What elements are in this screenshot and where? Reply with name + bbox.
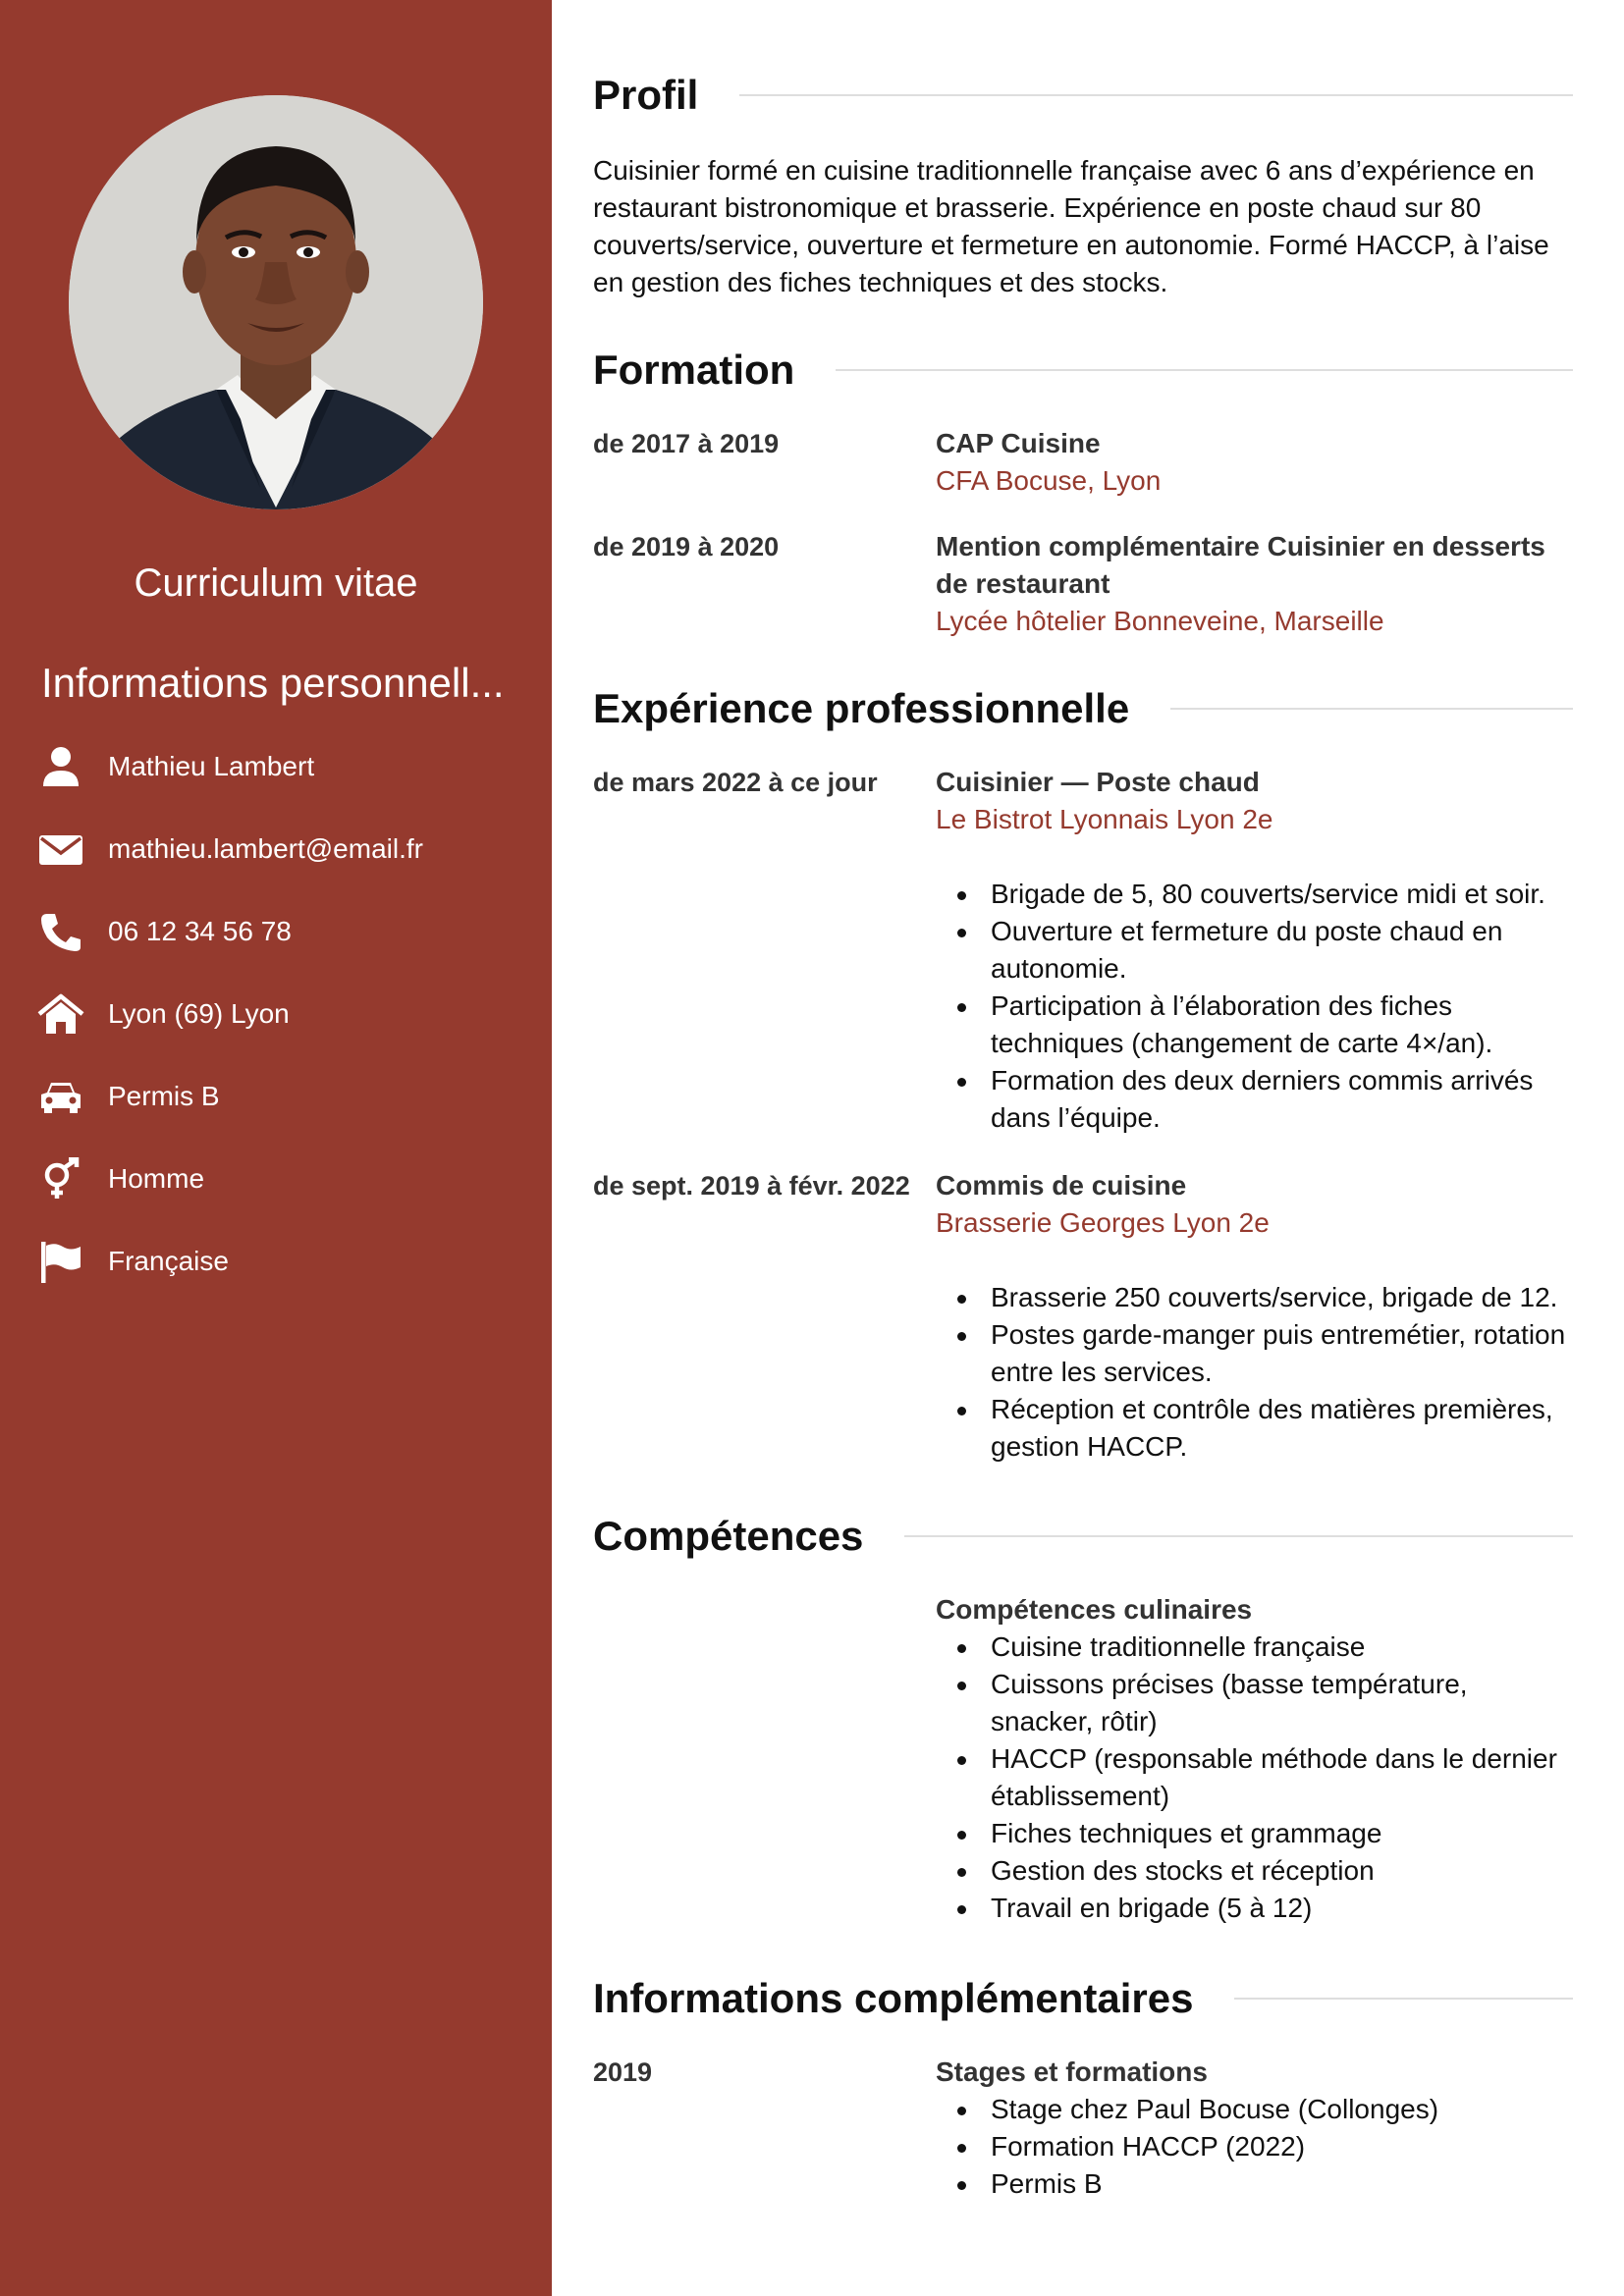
info-item-address <box>37 988 528 1038</box>
list-item: Stage chez Paul Bocuse (Collonges) <box>936 2091 1574 2128</box>
list-item: Fiches techniques et grammage <box>936 1815 1574 1852</box>
info-item-nationality <box>37 1236 528 1285</box>
list-item: Gestion des stocks et réception <box>936 1852 1574 1890</box>
competences-list <box>936 1629 1574 1927</box>
info-item-label: 06 12 34 56 78 <box>108 916 292 946</box>
experience-title: Cuisinier — Poste chaud <box>936 767 1260 797</box>
info-item-label: Mathieu Lambert <box>108 751 315 781</box>
complementaires-date: 2019 <box>593 2057 653 2087</box>
complementaires-group <box>936 2054 1574 2203</box>
section-divider <box>904 1535 1573 1537</box>
person-icon <box>37 745 84 788</box>
experience-date: de mars 2022 à ce jour <box>593 768 878 797</box>
section-divider <box>739 94 1573 96</box>
section-divider <box>836 369 1573 371</box>
list-item: Permis B <box>936 2165 1574 2203</box>
competences-group-title: Compétences culinaires <box>936 1594 1253 1625</box>
sidebar <box>0 0 552 2296</box>
section-title-formation: Formation <box>593 346 1573 395</box>
info-item-label: Homme <box>108 1163 205 1194</box>
list-item: Cuisine traditionnelle française <box>936 1629 1574 1666</box>
envelope-icon <box>37 828 84 871</box>
main-content <box>593 0 1573 2296</box>
formation-entry <box>936 425 1574 500</box>
formation-date: de 2019 à 2020 <box>593 532 780 561</box>
profile-photo <box>69 95 483 509</box>
info-item-license <box>37 1071 528 1120</box>
info-item-label: Permis B <box>108 1081 220 1111</box>
home-icon <box>37 992 84 1036</box>
phone-icon <box>37 910 84 953</box>
experience-date: de sept. 2019 à févr. 2022 <box>593 1171 910 1201</box>
list-item: Formation HACCP (2022) <box>936 2128 1574 2165</box>
profil-text: Cuisinier formé en cuisine traditionnelle française avec 6 ans d’expérience en restaurant bistronomique et brasserie. Expérience en poste chaud sur 80 couverts/service, ouverture et fermeture en autonomie. Formé HACCP, à l’aise en gestion des fiches techniques et des stocks. <box>593 155 1549 297</box>
experience-company: Brasserie Georges Lyon 2e <box>936 1207 1270 1238</box>
info-item-label: mathieu.lambert@email.fr <box>108 833 423 864</box>
section-title-profil: Profil <box>593 71 1573 120</box>
complementaires-group-title: Stages et formations <box>936 2056 1208 2087</box>
section-divider <box>1234 1998 1573 2000</box>
formation-date: de 2017 à 2019 <box>593 429 780 458</box>
experience-entry <box>936 764 1574 1137</box>
list-item: Réception et contrôle des matières premières, gestion HACCP. <box>936 1391 1574 1466</box>
formation-school: Lycée hôtelier Bonneveine, Marseille <box>936 606 1384 636</box>
list-item: Brigade de 5, 80 couverts/service midi et soir. <box>936 876 1574 913</box>
list-item: HACCP (responsable méthode dans le dernier établissement) <box>936 1740 1574 1815</box>
experience-bullets <box>936 1279 1574 1466</box>
list-item: Postes garde-manger puis entremétier, rotation entre les services. <box>936 1316 1574 1391</box>
experience-entry <box>936 1167 1574 1466</box>
experience-company: Le Bistrot Lyonnais Lyon 2e <box>936 804 1273 834</box>
info-item-email <box>37 824 528 873</box>
formation-title: Mention complémentaire Cuisinier en desserts de restaurant <box>936 531 1545 599</box>
competences-group <box>936 1591 1574 1927</box>
info-item-gender <box>37 1153 528 1202</box>
complementaires-list <box>936 2091 1574 2203</box>
experience-title: Commis de cuisine <box>936 1170 1187 1201</box>
formation-title: CAP Cuisine <box>936 428 1101 458</box>
list-item: Brasserie 250 couverts/service, brigade de 12. <box>936 1279 1574 1316</box>
cv-title: Curriculum vitae <box>134 561 418 605</box>
section-title-competences: Compétences <box>593 1512 1573 1561</box>
info-item-label: Lyon (69) Lyon <box>108 998 290 1029</box>
formation-entry <box>936 528 1574 640</box>
formation-school: CFA Bocuse, Lyon <box>936 465 1162 496</box>
section-title-complementaires: Informations complémentaires <box>593 1974 1573 2023</box>
section-title-experience: Expérience professionnelle <box>593 684 1573 733</box>
list-item: Participation à l’élaboration des fiches techniques (changement de carte 4×/an). <box>936 988 1574 1062</box>
list-item: Formation des deux derniers commis arrivés dans l’équipe. <box>936 1062 1574 1137</box>
list-item: Ouverture et fermeture du poste chaud en autonomie. <box>936 913 1574 988</box>
list-item: Travail en brigade (5 à 12) <box>936 1890 1574 1927</box>
section-divider <box>1170 708 1573 710</box>
list-item: Cuissons précises (basse température, snacker, rôtir) <box>936 1666 1574 1740</box>
experience-bullets <box>936 876 1574 1137</box>
personal-info-title: Informations personnell... <box>41 660 505 706</box>
car-icon <box>37 1075 84 1118</box>
gender-icon <box>37 1157 84 1201</box>
info-item-phone <box>37 906 528 955</box>
info-item-name <box>37 741 528 790</box>
flag-icon <box>37 1240 84 1283</box>
info-item-label: Française <box>108 1246 229 1276</box>
